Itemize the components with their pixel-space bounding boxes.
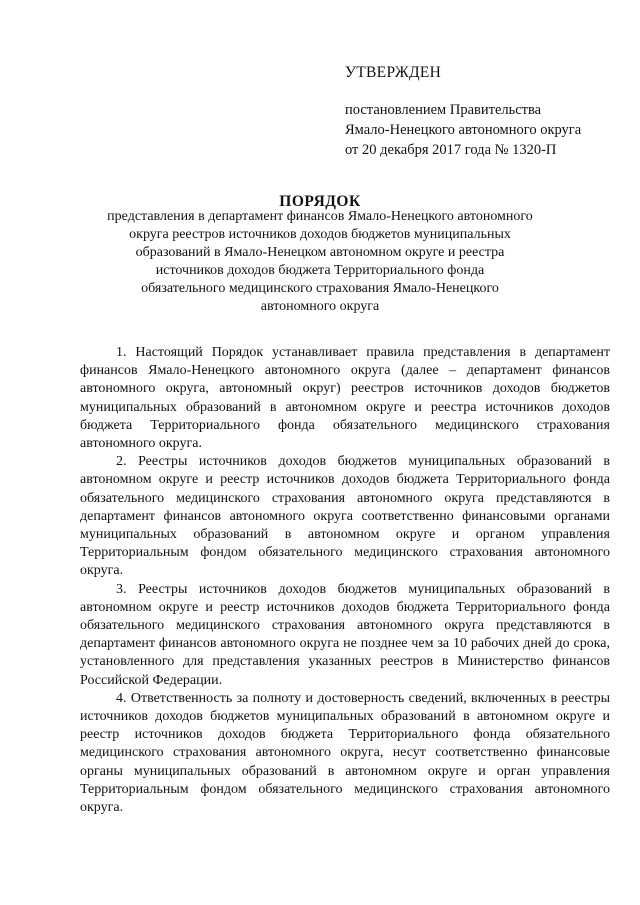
- document-title: ПОРЯДОК: [279, 193, 361, 210]
- approval-reference: [345, 100, 625, 160]
- approval-line: Ямало-Ненецкого автономного округа: [345, 122, 582, 138]
- subtitle-line: образований в Ямало-Ненецком автономном округе и реестра: [135, 245, 505, 260]
- paragraph-4: 4. Ответственность за полноту и достоверность сведений, включенных в реестры источников доходов бюджетов муниципальных образований в автономном округе и реестр источников доходов бюджета Территориального фонда обязательного медицинского страхования автономного округа, несут соответственно финансовые органы муниципальных образований в автономном округе и орган управления Территориальным фондом обязательного медицинского страхования автономного округа.: [80, 690, 610, 816]
- paragraph-3: 3. Реестры источников доходов бюджетов муниципальных образований в автономном округе и реестр источников доходов бюджета Территориального фонда обязательного медицинского страхования автономного округа представляются в департамент финансов автономного округа не позднее чем за 10 рабочих дней до срока, установленного для представления указанных реестров в Министерство финансов Российской Федерации.: [80, 581, 610, 688]
- document-subtitle: [90, 208, 550, 316]
- subtitle-line: автономного округа: [260, 299, 380, 314]
- subtitle-line: обязательного медицинского страхования Ямало-Ненецкого: [141, 281, 499, 296]
- approval-stamp-heading: УТВЕРЖДЕН: [345, 64, 442, 81]
- subtitle-line: представления в департамент финансов Ямало-Ненецкого автономного: [107, 209, 533, 224]
- paragraph-1: 1. Настоящий Порядок устанавливает правила представления в департамент финансов Ямало-Ненецкого автономного округа (далее – департамент финансов автономного округа, автономный округ) реестров источников доходов бюджетов муниципальных образований в автономном округе и реестра источников доходов бюджета Территориального фонда обязательного медицинского страхования автономного округа.: [80, 345, 610, 452]
- subtitle-line: источников доходов бюджета Территориального фонда: [155, 263, 485, 278]
- approval-line: постановлением Правительства: [345, 102, 542, 118]
- paragraph-2: 2. Реестры источников доходов бюджетов муниципальных образований в автономном округе и реестр источников доходов бюджета Территориального фонда обязательного медицинского страхования автономного округа представляются в департамент финансов автономного округа соответственно финансовыми органами муниципальных образований в автономном округе и органом управления Территориальным фондом обязательного медицинского страхования автономного округа.: [80, 454, 610, 579]
- subtitle-line: округа реестров источников доходов бюджетов муниципальных: [129, 227, 511, 242]
- document-body: [80, 344, 610, 817]
- approval-line: от 20 декабря 2017 года № 1320-П: [345, 142, 557, 158]
